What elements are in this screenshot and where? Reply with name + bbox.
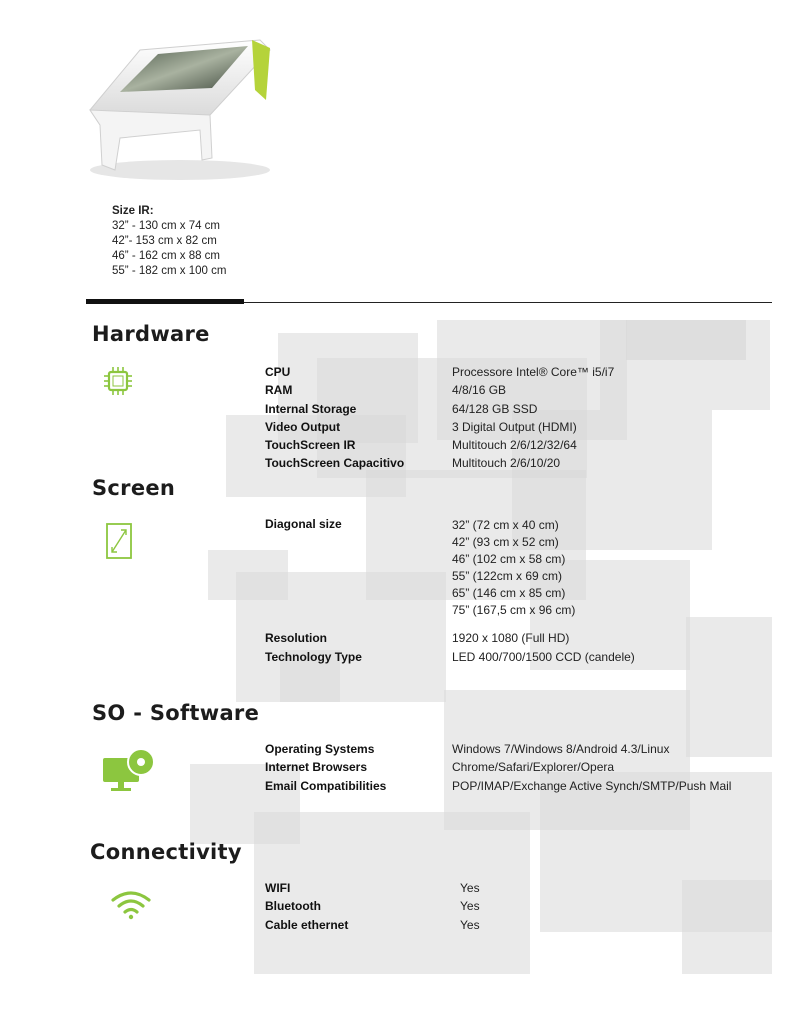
spec-label: Email Compatibilities — [265, 779, 387, 793]
divider-accent — [86, 299, 244, 304]
spec-label: Cable ethernet — [265, 918, 349, 932]
spec-label: Bluetooth — [265, 899, 321, 913]
spec-value: Yes — [460, 881, 480, 895]
spec-value: 1920 x 1080 (Full HD) — [452, 631, 570, 645]
spec-label: Internet Browsers — [265, 760, 368, 774]
wifi-icon — [110, 890, 152, 920]
size-line: 55” - 182 cm x 100 cm — [112, 265, 227, 277]
spec-value: Multitouch 2/6/10/20 — [452, 456, 561, 470]
spec-value: Windows 7/Windows 8/Android 4.3/Linux — [452, 742, 670, 756]
spec-label: TouchScreen Capacitivo — [265, 456, 405, 470]
spec-label: Video Output — [265, 420, 341, 434]
section-title-hardware: Hardware — [92, 322, 210, 346]
spec-label: CPU — [265, 365, 291, 379]
size-list — [112, 204, 226, 279]
cpu-chip-icon — [103, 366, 133, 396]
spec-label: Diagonal size — [265, 517, 342, 531]
spec-label: RAM — [265, 383, 293, 397]
size-line: 32” - 130 cm x 74 cm — [112, 220, 221, 232]
spec-value: Yes — [460, 899, 480, 913]
screen-diagonal-icon — [104, 522, 134, 560]
spec-label: Internal Storage — [265, 402, 357, 416]
spec-label: Technology Type — [265, 650, 362, 664]
spec-value: 65” (146 cm x 85 cm) — [452, 586, 566, 600]
spec-value: 42” (93 cm x 52 cm) — [452, 535, 559, 549]
spec-value: 75” (167,5 cm x 96 cm) — [452, 603, 576, 617]
section-title-connectivity: Connectivity — [90, 840, 242, 864]
spec-value: Multitouch 2/6/12/32/64 — [452, 438, 577, 452]
section-title-software: SO - Software — [92, 701, 260, 725]
spec-value: Yes — [460, 918, 480, 932]
spec-label: TouchScreen IR — [265, 438, 356, 452]
spec-value: 3 Digital Output (HDMI) — [452, 420, 577, 434]
spec-value: 64/128 GB SSD — [452, 402, 538, 416]
size-line: 46” - 162 cm x 88 cm — [112, 250, 221, 262]
spec-label: Operating Systems — [265, 742, 375, 756]
spec-value: LED 400/700/1500 CCD (candele) — [452, 650, 635, 664]
section-title-screen: Screen — [92, 476, 176, 500]
size-line: 42”- 153 cm x 82 cm — [112, 235, 217, 247]
spec-value: 32” (72 cm x 40 cm) — [452, 518, 559, 532]
spec-value: 4/8/16 GB — [452, 383, 507, 397]
spec-value: POP/IMAP/Exchange Active Synch/SMTP/Push Mail — [452, 779, 732, 793]
spec-value: 46” (102 cm x 58 cm) — [452, 552, 566, 566]
spec-value: Chrome/Safari/Explorer/Opera — [452, 760, 615, 774]
monitor-disc-icon — [101, 748, 161, 798]
spec-label: WIFI — [265, 881, 291, 895]
spec-label: Resolution — [265, 631, 327, 645]
spec-value: 55” (122cm x 69 cm) — [452, 569, 563, 583]
product-image — [80, 30, 280, 190]
spec-value: Processore Intel® Core™ i5/i7 — [452, 365, 615, 379]
size-title: Size IR: — [112, 205, 154, 217]
